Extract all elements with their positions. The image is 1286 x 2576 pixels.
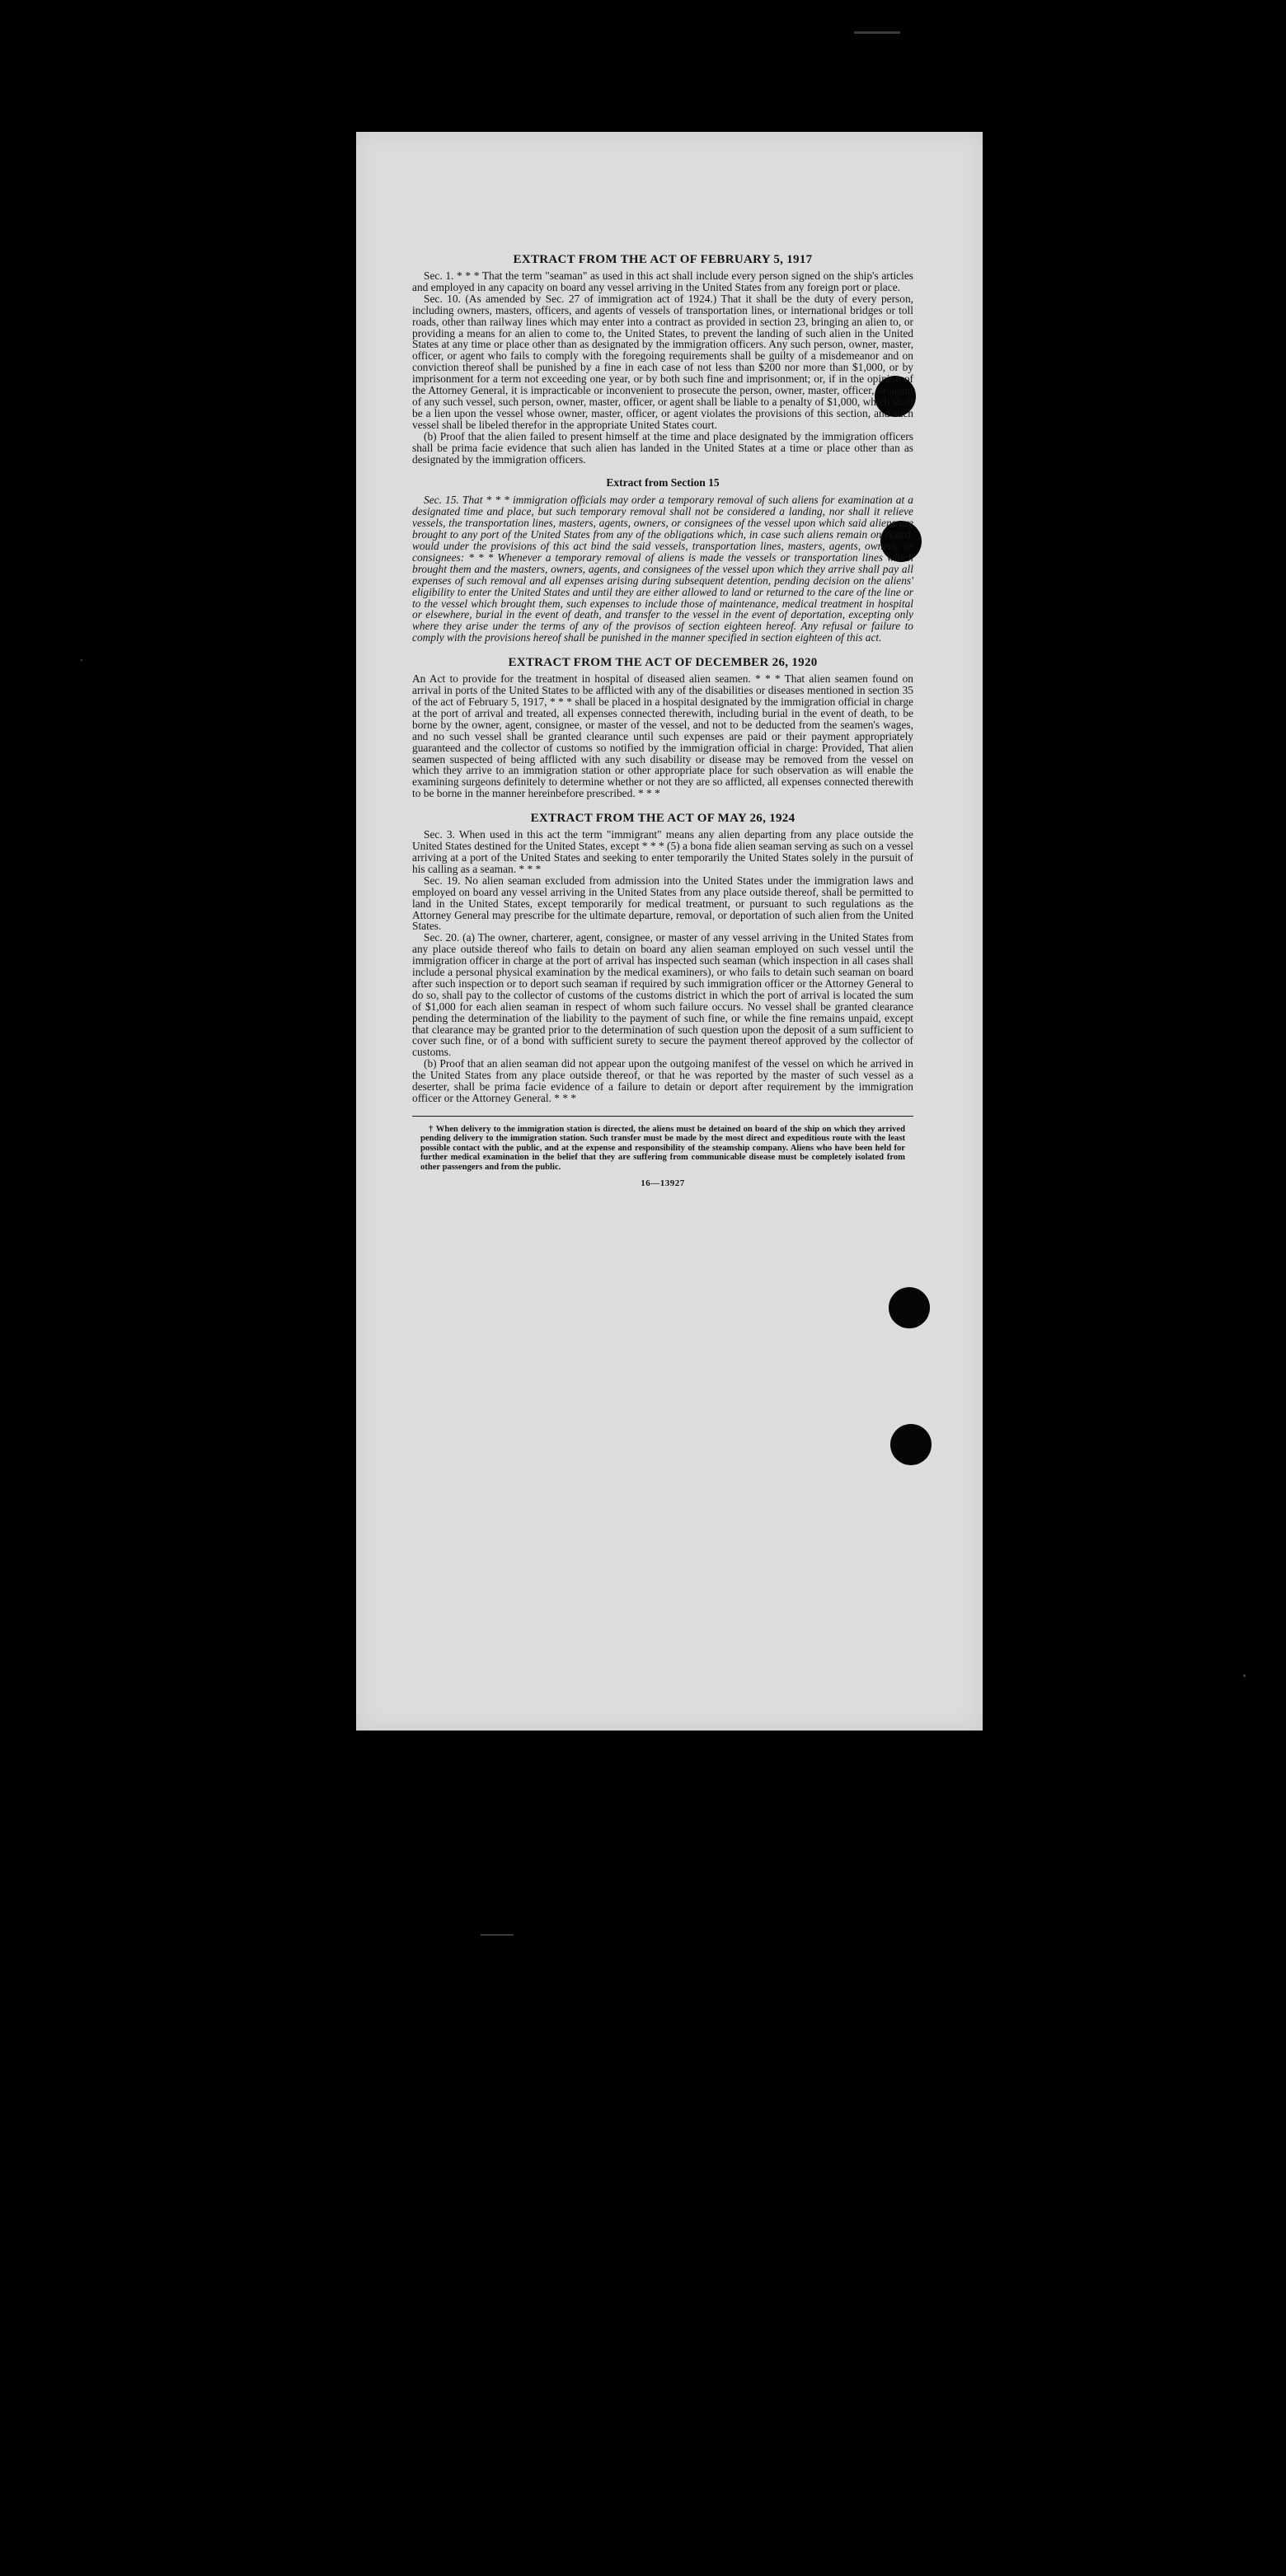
paragraph-sec-10-b: (b) Proof that the alien failed to present himself at the time and place designated by the immigration officers shall be prima facie evidence that such alien has landed in the United States at a time or place other than as designated by the immigration officers. <box>412 429 913 466</box>
section-act-1917 <box>412 252 913 465</box>
section-heading: EXTRACT FROM THE ACT OF DECEMBER 26, 1920 <box>508 656 818 670</box>
paragraph-sec-20-a: Sec. 20. (a) The owner, charterer, agent, consignee, or master of any vessel arriving in the United States from any place outside thereof who fails to detain on board any alien seaman employed on such vessel until the immigration officer in charge at the port of arrival has inspected such seaman (which inspection in all cases shall include a personal physical examination by the medical examiners), or who fails to detain such seaman on board after such inspection or to deport such seaman if required by such immigration officer or the Attorney General to do so, shall pay to the collector of customs of the customs district in which the port of arrival is located the sum of $1,000 for each alien seaman in respect of whom such failure occurs. No vessel shall be granted clearance pending the determination of the liability to the payment of such fine, or while the fine remains unpaid, except that clearance may be granted prior to the determination of such question upon the deposit of a sum sufficient to cover such fine, or of a bond with sufficient surety to secure the payment thereof approved by the collector of customs. <box>412 931 913 1059</box>
section-heading: EXTRACT FROM THE ACT OF FEBRUARY 5, 1917 <box>513 253 813 266</box>
scan-speck <box>854 31 900 34</box>
document-page <box>356 132 983 1731</box>
paragraph-sec-3: Sec. 3. When used in this act the term "immigrant" means any alien departing from any place outside the United States destined for the United States, except * * * (5) a bona fide alien seaman serving as such on a vessel arriving at a port of the United States and seeking to enter temporarily the United States solely in the pursuit of his calling as a seaman. * * * <box>412 828 913 875</box>
section-heading: EXTRACT FROM THE ACT OF MAY 26, 1924 <box>530 812 796 826</box>
paragraph-sec-15: Sec. 15. That * * * immigration officials may order a temporary removal of such aliens for examination at a designated time and place, but such temporary removal shall not be considered a landing, nor shall it relieve vessels, the transportation lines, masters, agents, owners, or consignees of the vessel upon which said aliens are brought to any port of the United States from any of the obligations which, in case such aliens remain on board, would under the provisions of this act bind the said vessels, transportation lines, masters, agents, owners, or consignees: * * * Whenever a temporary removal of aliens is made the vessels or transportation lines which brought them and the masters, owners, agents, and consignees of the vessel upon which they arrive shall pay all expenses of such removal and all expenses arising during subsequent detention, pending decision on the aliens' eligibility to enter the United States and until they are either allowed to land or returned to the care of the line or to the vessel which brought them, such expenses to include those of maintenance, medical treatment in hospital or elsewhere, burial in the event of death, and transfer to the vessel in the event of deportation, excepting only where they arise under the terms of any of the provisos of section eighteen hereof. Any refusal or failure to comply with the provisions hereof shall be punished in the manner specified in section eighteen of this act. <box>412 494 913 644</box>
section-act-1920 <box>412 655 913 799</box>
punch-hole <box>889 1287 930 1328</box>
section-subheading: Extract from Section 15 <box>606 476 720 489</box>
document-body <box>412 252 913 1188</box>
paragraph-sec-10: Sec. 10. (As amended by Sec. 27 of immigration act of 1924.) That it shall be the duty of every person, including owners, masters, officers, and agents of vessels of transportation lines, or international bridges or toll roads, other than railway lines which may enter into a contract as provided in section 23, bringing an alien to, or providing a means for an alien to come to, the United States, to prevent the landing of such alien in the United States at any time or place other than as designated by the immigration officers. Any such person, owner, master, officer, or agent who fails to comply with the foregoing requirements shall be guilty of a misdemeanor and on conviction thereof shall be punished by a fine in each case of not less than $200 nor more than $1,000, or by imprisonment for a term not exceeding one year, or by both such fine and imprisonment; or, if in the opinion of the Attorney General, it is impracticable or inconvenient to prosecute the person, owner, master, officer, or agent of any such vessel, such person, owner, master, officer, or agent shall be liable to a penalty of $1,000, which shall be a lien upon the vessel whose owner, master, officer, or agent violates the provisions of this section, and such vessel shall be libeled therefor in the appropriate United States court. <box>412 292 913 431</box>
scan-speck <box>1243 1674 1246 1677</box>
paragraph-sec-1: Sec. 1. * * * That the term "seaman" as used in this act shall include every person signed on the ship's articles and employed in any capacity on board any vessel arriving in the United States from any foreign port or place. <box>412 269 913 293</box>
scan-speck <box>481 1934 514 1936</box>
footnote-divider <box>412 1116 913 1117</box>
paragraph-sec-20-b: (b) Proof that an alien seaman did not appear upon the outgoing manifest of the vessel on which he arrived in the United States from any place outside thereof, or that he was reported by the master of such vessel as a deserter, shall be prima facie evidence of a failure to detain or deport after requirement by the immigration officer or the Attorney General. * * * <box>412 1057 913 1104</box>
scan-speck <box>81 659 82 661</box>
punch-hole <box>890 1424 932 1465</box>
paragraph-sec-19: Sec. 19. No alien seaman excluded from admission into the United States under the immigration laws and employed on board any vessel arriving in the United States from any place outside thereof, shall be permitted to land in the United States, except temporarily for medical treatment, or pursuant to such regulations as the Attorney General may prescribe for the ultimate departure, removal, or deportation of such alien from the United States. <box>412 873 913 933</box>
footnote: † When delivery to the immigration station is directed, the aliens must be detained on board of the ship on which they arrived pending delivery to the immigration station. Such transfer must be made by the most direct and expeditious route with the least possible contact with the public, and at the expense and responsibility of the steamship company. Aliens who have been held for further medical examination in the belief that they are suffering from communicable disease must be completely isolated from other passengers and from the public. <box>420 1124 905 1172</box>
section-act-1924 <box>412 811 913 1104</box>
form-number: 16—13927 <box>641 1178 685 1189</box>
paragraph-act-1920: An Act to provide for the treatment in hospital of diseased alien seamen. * * * That alien seamen found on arrival in ports of the United States to be afflicted with any of the disabilities or diseases mentioned in section 35 of the act of February 5, 1917, * * * shall be placed in a hospital designated by the immigration official in charge at the port of arrival and treated, all expenses connected therewith, including burial in the event of death, to be borne by the owner, agent, consignee, or master of the vessel, and not to be deducted from the seamen's wages, and no such vessel shall be granted clearance until such expenses are paid or their payment appropriately guaranteed and the collector of customs so notified by the immigration official in charge: Provided, That alien seamen suspected of being afflicted with any such disability or disease may be removed from the vessel on which they arrive to an immigration station or other appropriate place for such observation as will enable the examining surgeons definitely to determine whether or not they are so afflicted, all expenses connected therewith to be borne in the manner hereinbefore prescribed. * * * <box>412 672 913 800</box>
section-15-extract <box>412 476 913 644</box>
